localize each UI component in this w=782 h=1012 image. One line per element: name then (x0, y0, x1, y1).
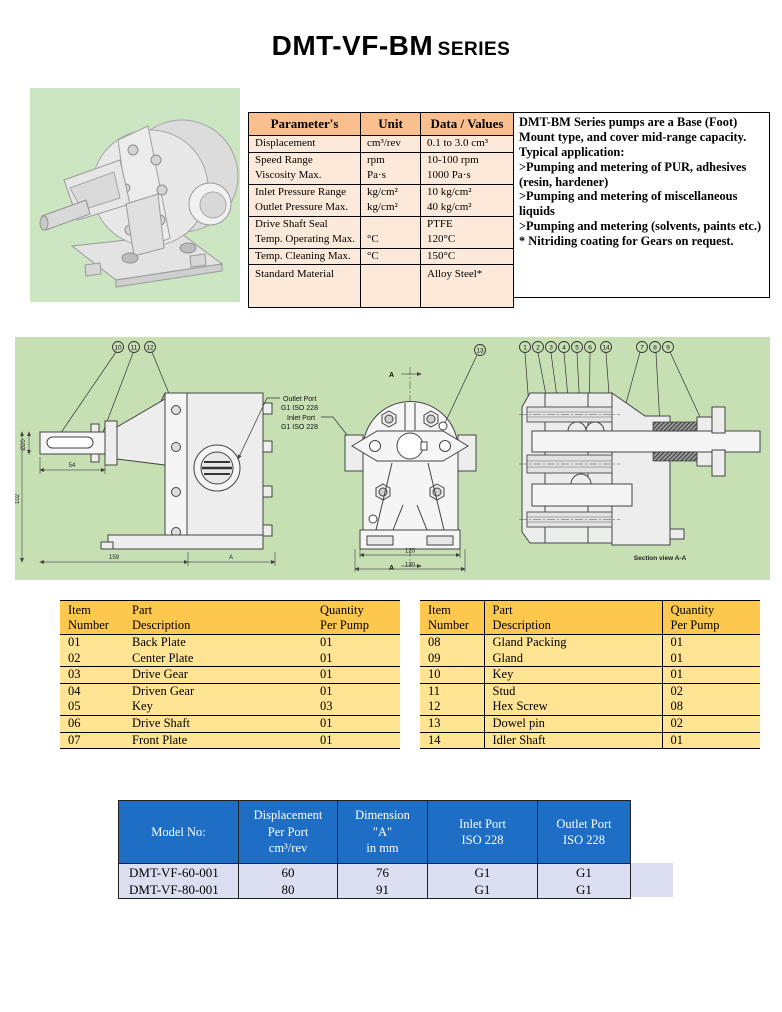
table-cell: 1000 Pa·s (421, 168, 514, 184)
table-cell: G1 (428, 881, 538, 899)
table-cell: DMT-VF-60-001 (119, 864, 239, 882)
table-cell: 02 (60, 651, 124, 667)
table-cell: 01 (312, 667, 400, 684)
table-cell: Alloy Steel* (421, 265, 514, 308)
technical-drawing-panel (15, 337, 770, 580)
section-arrow-bottom-label: A (389, 565, 395, 572)
text-line: Typical application: (519, 144, 625, 159)
text-line: Dimension (355, 808, 410, 823)
table-cell: 03 (60, 667, 124, 684)
table-cell: G1 (538, 881, 631, 899)
parts-right-header-item (420, 601, 484, 635)
table-cell: 04 (60, 683, 124, 699)
table-cell (361, 216, 421, 232)
model-header-row (119, 801, 631, 864)
table-cell: °C (361, 232, 421, 248)
pump-photo-panel (30, 88, 240, 302)
model-header-displacement (239, 801, 338, 864)
table-cell: 02 (662, 715, 760, 732)
page-title (0, 30, 782, 62)
table-row (60, 667, 400, 684)
text-line: Per Pump (320, 618, 369, 632)
text-line: Number (428, 618, 469, 632)
table-cell: 10-100 rpm (421, 152, 514, 168)
spec-header-data: Data / Values (421, 113, 514, 136)
model-table-spill (631, 863, 673, 897)
table-cell: 60 (239, 864, 338, 882)
table-row (420, 635, 760, 651)
inlet-port-label: Inlet Port (287, 415, 316, 422)
table-cell: Inlet Pressure Range (249, 184, 361, 200)
text-line: >Pumping and metering (solvents, paints etc.) (519, 219, 762, 234)
balloon-13: 13 (476, 347, 484, 355)
model-header-dimension-a (338, 801, 428, 864)
text-line: Outlet Port (556, 816, 612, 831)
table-cell: Gland (484, 651, 662, 667)
side-view-drawing (15, 342, 351, 567)
title-series-code: DMT-VF-BM (271, 30, 434, 61)
table-cell: Dowel pin (484, 715, 662, 732)
text-line: Item (428, 603, 451, 617)
table-cell: Speed Range (249, 152, 361, 168)
table-cell: cm³/rev (361, 136, 421, 153)
parts-table-left (60, 600, 400, 749)
table-cell: °C (361, 248, 421, 265)
dim-base-width: 120 (404, 548, 416, 555)
table-cell: Gland Packing (484, 635, 662, 651)
dim-a-label: A (228, 555, 234, 561)
parts-left-header-item (60, 601, 124, 635)
table-cell: 07 (60, 732, 124, 749)
table-cell: 01 (662, 635, 760, 651)
balloon-9: 9 (666, 344, 670, 352)
table-cell: 120°C (421, 232, 514, 248)
table-row (60, 635, 400, 651)
dim-base-total: 130 (404, 562, 416, 569)
parts-right-header-row (420, 601, 760, 635)
text-line: Per Port (267, 824, 309, 839)
parts-left-header-row (60, 601, 400, 635)
table-cell: 91 (338, 881, 428, 899)
table-cell: kg/cm² (361, 200, 421, 216)
spec-table-body (249, 136, 514, 308)
table-cell: 10 kg/cm² (421, 184, 514, 200)
dim-shaft-diameter: Ø20 (21, 439, 27, 451)
table-cell: 01 (312, 635, 400, 651)
text-line: Quantity (670, 603, 715, 617)
table-row (420, 683, 760, 699)
table-cell: 10 (420, 667, 484, 684)
table-row (420, 715, 760, 732)
table-row (249, 200, 514, 216)
text-line: DMT-BM Series pumps are a Base (Foot) Mount type, and cover mid-range capacity. (519, 115, 747, 144)
table-cell: 06 (60, 715, 124, 732)
parts-left-header-qty (312, 601, 400, 635)
table-cell: 80 (239, 881, 338, 899)
text-line: Model No: (151, 824, 206, 839)
table-row (119, 864, 631, 882)
parts-right-header-part (484, 601, 662, 635)
outlet-port-label: Outlet Port (283, 396, 317, 403)
model-table-body (119, 864, 631, 899)
title-series-word: SERIES (437, 39, 511, 60)
parts-right-header-qty (662, 601, 760, 635)
table-cell: 02 (662, 683, 760, 699)
section-view-caption: Section view A-A (633, 555, 687, 562)
table-cell: Stud (484, 683, 662, 699)
balloon-8: 8 (653, 344, 657, 352)
table-cell: Viscosity Max. (249, 168, 361, 184)
text-line: Inlet Port (459, 816, 506, 831)
model-table-container (118, 800, 631, 899)
parts-table-right-container (420, 600, 760, 749)
text-line: Displacement (253, 808, 323, 823)
table-cell: Center Plate (124, 651, 312, 667)
spec-table-container (248, 112, 514, 308)
table-cell: 40 kg/cm² (421, 200, 514, 216)
description-box (513, 112, 770, 298)
table-cell: 76 (338, 864, 428, 882)
table-cell: 09 (420, 651, 484, 667)
table-cell: 01 (662, 651, 760, 667)
table-cell: 150°C (421, 248, 514, 265)
balloon-3: 3 (549, 344, 553, 352)
text-line: Item (68, 603, 91, 617)
table-cell: 01 (312, 732, 400, 749)
spec-header-parameter: Parameter's (249, 113, 361, 136)
table-row (420, 651, 760, 667)
dim-body-length: 159 (108, 555, 120, 561)
table-cell: 0.1 to 3.0 cm³ (421, 136, 514, 153)
table-cell: G1 (428, 864, 538, 882)
text-line: cm³/rev (268, 841, 308, 856)
table-row (249, 232, 514, 248)
text-line: Per Pump (670, 618, 720, 632)
table-cell: 05 (60, 699, 124, 715)
spec-header-unit: Unit (361, 113, 421, 136)
balloon-5: 5 (575, 344, 579, 352)
balloon-4: 4 (562, 344, 566, 352)
table-cell: Drive Gear (124, 667, 312, 684)
table-cell: 01 (662, 732, 760, 749)
text-line: >Pumping and metering of PUR, adhesives (resin, hardener) (519, 159, 747, 189)
table-cell: 01 (312, 715, 400, 732)
table-cell: 13 (420, 715, 484, 732)
table-cell: 01 (60, 635, 124, 651)
table-row (420, 732, 760, 749)
table-cell: 08 (420, 635, 484, 651)
balloon-14: 14 (602, 344, 610, 352)
text-line: Part (132, 603, 153, 617)
dim-shaft-length: 54 (68, 463, 76, 469)
balloon-12: 12 (146, 344, 154, 352)
table-cell: 14 (420, 732, 484, 749)
table-row (60, 683, 400, 699)
balloon-7: 7 (640, 344, 644, 352)
table-cell: Displacement (249, 136, 361, 153)
text-line: Quantity (320, 603, 364, 617)
table-cell: Temp. Cleaning Max. (249, 248, 361, 265)
text-line: Description (132, 618, 191, 632)
spec-table (248, 112, 514, 308)
table-cell: Pa·s (361, 168, 421, 184)
parts-table-right (420, 600, 760, 749)
model-header-inlet-port (428, 801, 538, 864)
text-line: Part (492, 603, 513, 617)
table-cell: Standard Material (249, 265, 361, 308)
parts-left-header-part (124, 601, 312, 635)
table-cell: G1 (538, 864, 631, 882)
balloon-6: 6 (588, 344, 592, 352)
balloon-11: 11 (130, 344, 138, 352)
text-line: * Nitriding coating for Gears on request. (519, 234, 734, 248)
text-line: "A" (372, 824, 393, 839)
section-arrow-top-label: A (389, 372, 395, 379)
parts-table-left-container (60, 600, 400, 749)
table-row (249, 184, 514, 200)
text-line: Description (492, 618, 551, 632)
table-row (60, 651, 400, 667)
technical-drawing (15, 337, 770, 580)
table-cell: 01 (312, 651, 400, 667)
table-row (60, 732, 400, 749)
outlet-port-spec: G1 ISO 228 (281, 405, 318, 412)
model-header-model-no (119, 801, 239, 864)
section-view-drawing (519, 342, 760, 563)
inlet-port-spec: G1 ISO 228 (281, 424, 318, 431)
text-line: Number (68, 618, 109, 632)
table-cell (361, 265, 421, 308)
model-table (118, 800, 631, 899)
table-cell: Front Plate (124, 732, 312, 749)
dim-height: 102 (15, 493, 21, 505)
text-line: >Pumping and metering of miscellaneous liquids (519, 189, 738, 219)
table-cell: Temp. Operating Max. (249, 232, 361, 248)
table-cell: 12 (420, 699, 484, 715)
table-row (249, 265, 514, 308)
table-cell: Back Plate (124, 635, 312, 651)
table-cell: Idler Shaft (484, 732, 662, 749)
pump-3d-image (30, 88, 240, 302)
table-cell: Driven Gear (124, 683, 312, 699)
table-cell: Drive Shaft Seal (249, 216, 361, 232)
table-row (249, 248, 514, 265)
balloon-2: 2 (536, 344, 540, 352)
table-cell: 03 (312, 699, 400, 715)
table-row (420, 699, 760, 715)
table-row (249, 168, 514, 184)
table-row (249, 136, 514, 153)
table-row (60, 715, 400, 732)
table-cell: 01 (662, 667, 760, 684)
table-cell: PTFE (421, 216, 514, 232)
table-row (420, 667, 760, 684)
spec-header-row (249, 113, 514, 136)
parts-left-body (60, 635, 400, 749)
front-view-drawing (345, 345, 486, 573)
table-cell: 11 (420, 683, 484, 699)
text-line: ISO 228 (562, 833, 606, 847)
table-cell: DMT-VF-80-001 (119, 881, 239, 899)
table-cell: Key (124, 699, 312, 715)
table-cell: Hex Screw (484, 699, 662, 715)
table-cell: rpm (361, 152, 421, 168)
table-cell: kg/cm² (361, 184, 421, 200)
table-cell: 01 (312, 683, 400, 699)
parts-right-body (420, 635, 760, 749)
table-row (249, 152, 514, 168)
balloon-1: 1 (523, 344, 527, 352)
model-header-outlet-port (538, 801, 631, 864)
table-cell: Drive Shaft (124, 715, 312, 732)
text-line: in mm (366, 841, 399, 856)
table-row (249, 216, 514, 232)
text-line: ISO 228 (461, 833, 504, 847)
table-row (60, 699, 400, 715)
table-cell: Key (484, 667, 662, 684)
balloon-10: 10 (114, 344, 122, 352)
table-cell: 08 (662, 699, 760, 715)
table-row (119, 881, 631, 899)
table-cell: Outlet Pressure Max. (249, 200, 361, 216)
